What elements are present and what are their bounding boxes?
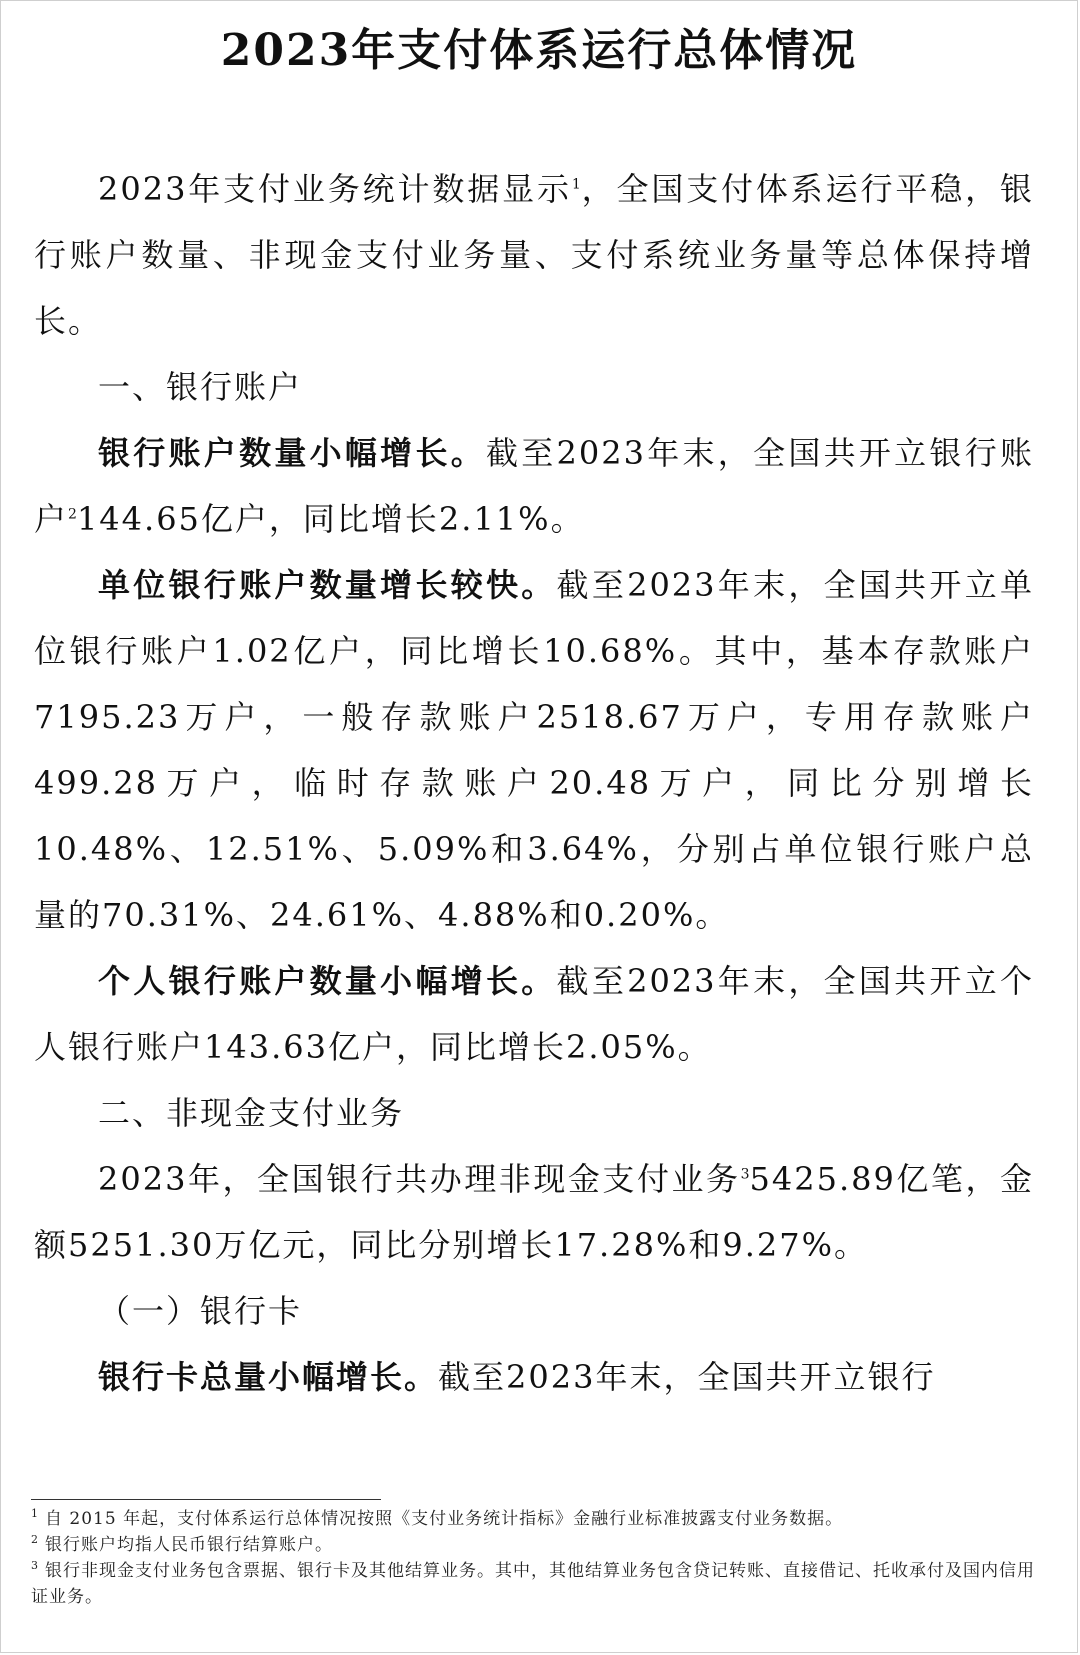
footnote-item [31,1506,1051,1532]
footnote-divider [31,1499,381,1500]
paragraph-text-a: 截至2023年末，全国共开立银行账户 [34,434,1034,538]
paragraph-text: 截至2023年末，全国共开立银行 [438,1358,936,1396]
footnote-item [31,1532,1051,1558]
intro-text-b: ，全国支付体系运行平稳，银行账户数量、非现金支付业务量、支付系统业务量等总体保持增长。 [34,170,1034,340]
document-body [34,156,1034,1410]
subsection-heading-bank-card: （一）银行卡 [98,1292,303,1330]
footnote-text: 自 2015 年起，支付体系运行总体情况按照《支付业务统计指标》金融行业标准披露支付业务数据。 [45,1509,844,1529]
paragraph-lead: 银行卡总量小幅增长。 [98,1358,439,1396]
footnote-ref-3[interactable]: 3 [740,1166,750,1183]
footnote-mark: 2 [31,1533,39,1547]
paragraph-lead: 个人银行账户数量小幅增长。 [98,962,557,1000]
footnote-ref-1[interactable]: 1 [571,176,581,193]
paragraph-personal-accounts [34,948,1034,1080]
paragraph-text-b: 144.65亿户，同比增长2.11%。 [76,500,585,538]
paragraph-text-b: 5425.89亿笔，金额5251.30万亿元，同比分别增长17.28%和9.27%。 [34,1160,1034,1264]
paragraph-non-cash-total [34,1146,1034,1278]
footnote-mark: 3 [31,1559,39,1573]
footnote-text: 银行非现金支付业务包含票据、银行卡及其他结算业务。其中，其他结算业务包含贷记转账、直接借记、托收承付及国内信用证业务。 [31,1561,1035,1607]
footnote-text: 银行账户均指人民币银行结算账户。 [45,1535,333,1555]
paragraph-text: 截至2023年末，全国共开立个人银行账户143.63亿户，同比增长2.05%。 [34,962,1034,1066]
paragraph-text: 截至2023年末，全国共开立单位银行账户1.02亿户，同比增长10.68%。其中，基本存款账户7195.23万户，一般存款账户2518.67万户，专用存款账户499.28万户，临时存款账户20.48万户，同比分别增长10.48%、12.51%、5.09%和3.64%，分别占单位银行账户总量的70.31%、24.61%、4.88%和0.20%。 [34,566,1034,934]
footnote-item [31,1558,1051,1610]
intro-text-a: 2023年支付业务统计数据显示 [98,170,572,208]
footnote-mark: 1 [31,1507,39,1521]
paragraph-lead: 银行账户数量小幅增长。 [98,434,486,472]
paragraph-bank-card-total [34,1344,1034,1410]
section-heading-non-cash-payment: 二、非现金支付业务 [98,1094,405,1132]
intro-paragraph [34,156,1034,354]
section-heading-bank-accounts: 一、银行账户 [98,368,303,406]
paragraph-bank-accounts-total [34,420,1034,552]
paragraph-text-a: 2023年，全国银行共办理非现金支付业务 [98,1160,741,1198]
paragraph-unit-accounts [34,552,1034,948]
document-title: 2023年支付体系运行总体情况 [220,25,858,76]
paragraph-lead: 单位银行账户数量增长较快。 [98,566,557,604]
footnotes [31,1499,1051,1610]
footnote-ref-2[interactable]: 2 [68,506,77,523]
